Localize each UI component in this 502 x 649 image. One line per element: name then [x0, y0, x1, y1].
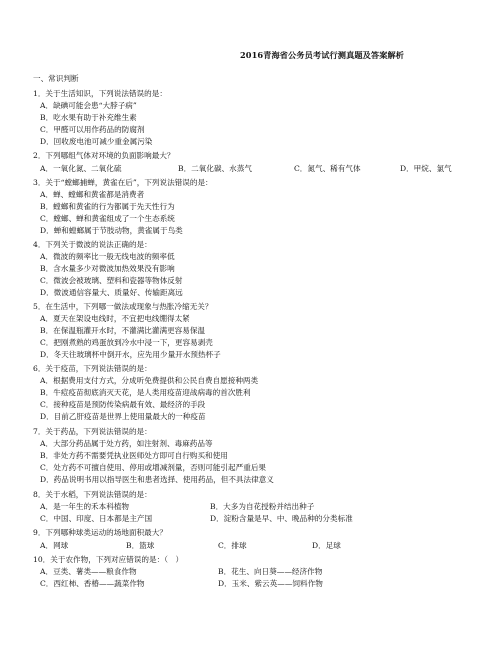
- option-a: A．一氧化氮、二氧化硫: [40, 164, 122, 173]
- option-d: D．药品说明书用以指导医生和患者选择、使用药品，但不具法律意义: [40, 475, 274, 484]
- question-stem: 8．关于水稻，下列说法错误的是：: [33, 490, 152, 499]
- option-d: D．目前乙肝疫苗是世界上使用量最大的一种疫苗: [40, 412, 206, 421]
- option-b: B．大多为自花授粉并结出种子: [210, 502, 315, 511]
- question-stem: 2．下列哪组气体对环境的负面影响最大？: [33, 151, 175, 160]
- option-a: A．根据费用支付方式，分成听免费提供和公民自费自愿接种两类: [40, 376, 259, 385]
- option-a: A．是一年生的禾本科植物: [40, 502, 130, 511]
- question-stem: 7．关于药品，下列说法错误的是：: [33, 427, 152, 436]
- option-d: D．微波通信容量大、质量好、传输距离远: [40, 288, 183, 297]
- question-stem: 4．下列关于微波的说法正确的是：: [33, 240, 152, 249]
- option-c: C．处方药不可擅自使用、停用或增减剂量，否则可能引起严重后果: [40, 463, 267, 472]
- option-c: C．螳螂、蝉和黄雀组成了一个生态系统: [40, 214, 175, 223]
- option-d: D．玉米、紫云英——饲料作物: [218, 579, 323, 588]
- option-c: C．西红柿、香椿——蔬菜作物: [40, 579, 145, 588]
- option-a: A．缺碘可能会患“大脖子病”: [40, 101, 137, 110]
- question-stem: 1．关于生活知识，下列说法错误的是：: [33, 89, 167, 98]
- question-stem: 3．关于“螳螂捕蝉，黄雀在后”，下列说法错误的是：: [33, 178, 213, 187]
- option-b: B．吃水果有助于补充维生素: [40, 113, 137, 122]
- question-stem: 10．关于农作物，下列对应错误的是：（ ）: [33, 555, 184, 564]
- option-b: B．含水量多少对微波加热效果没有影响: [40, 264, 175, 273]
- question-stem: 6．关于疫苗，下列说法错误的是：: [33, 364, 152, 373]
- option-d: D．冬天往玻璃杯中倒开水，应先用少量开水预热杯子: [40, 350, 221, 359]
- option-d: D．淀粉含量是早、中、晚品种的分类标准: [210, 514, 353, 523]
- option-d: D．回收废电池可减少重金属污染: [40, 137, 153, 146]
- option-a: A．网球: [40, 541, 69, 550]
- document-title: 2016青海省公务员考试行测真题及答案解析: [240, 50, 405, 60]
- question-stem: 9．下列哪种球类运动的场地面积最大？: [33, 528, 167, 537]
- option-c: C．接种疫苗是预防传染病最有效、最经济的手段: [40, 400, 206, 409]
- option-c: C．氮气、稀有气体: [294, 164, 361, 173]
- option-c: C．排球: [218, 541, 247, 550]
- option-d: D．足球: [312, 541, 341, 550]
- option-c: C．微波会被玻璃、塑料和瓷器等物体反射: [40, 276, 183, 285]
- option-b: B．在保温瓶灌开水时，不灌满比灌满更容易保温: [40, 326, 206, 335]
- option-b: B．螳螂和黄雀的行为都属于先天性行为: [40, 202, 175, 211]
- option-b: B．非处方药不需要凭执业医师处方即可自行购买和使用: [40, 451, 228, 460]
- option-c: C．把刚煮熟的鸡蛋放到冷水中浸一下，更容易剥壳: [40, 338, 213, 347]
- option-c: C．中国、印度、日本都是主产国: [40, 514, 153, 523]
- option-b: B．二氧化碳、水蒸气: [178, 164, 252, 173]
- option-a: A．蝉、螳螂和黄雀都是消费者: [40, 190, 145, 199]
- option-c: C．甲醛可以用作药品的防腐剂: [40, 125, 145, 134]
- option-a: A．夏天在架设电线时，不宜把电线绷得太紧: [40, 314, 190, 323]
- option-b: B．篮球: [126, 541, 155, 550]
- option-d: D．蝉和螳螂属于节肢动物，黄雀属于鸟类: [40, 226, 183, 235]
- option-a: A．豆类、薯类——粮食作物: [40, 567, 137, 576]
- question-stem: 5．在生活中，下列哪一做法或现象与热胀冷缩无关？: [33, 302, 213, 311]
- option-b: B．牛痘疫苗彻底消灭天花，是人类用疫苗迎战病毒的首次胜利: [40, 388, 251, 397]
- option-b: B．花生、向日葵——经济作物: [218, 567, 323, 576]
- option-d: D．甲烷、氯气: [400, 164, 452, 173]
- section-heading: 一、常识判断: [33, 74, 79, 83]
- option-a: A．微波的频率比一般无线电波的频率低: [40, 252, 175, 261]
- option-a: A．大部分药品属于处方药，如注射剂、毒麻药品等: [40, 439, 213, 448]
